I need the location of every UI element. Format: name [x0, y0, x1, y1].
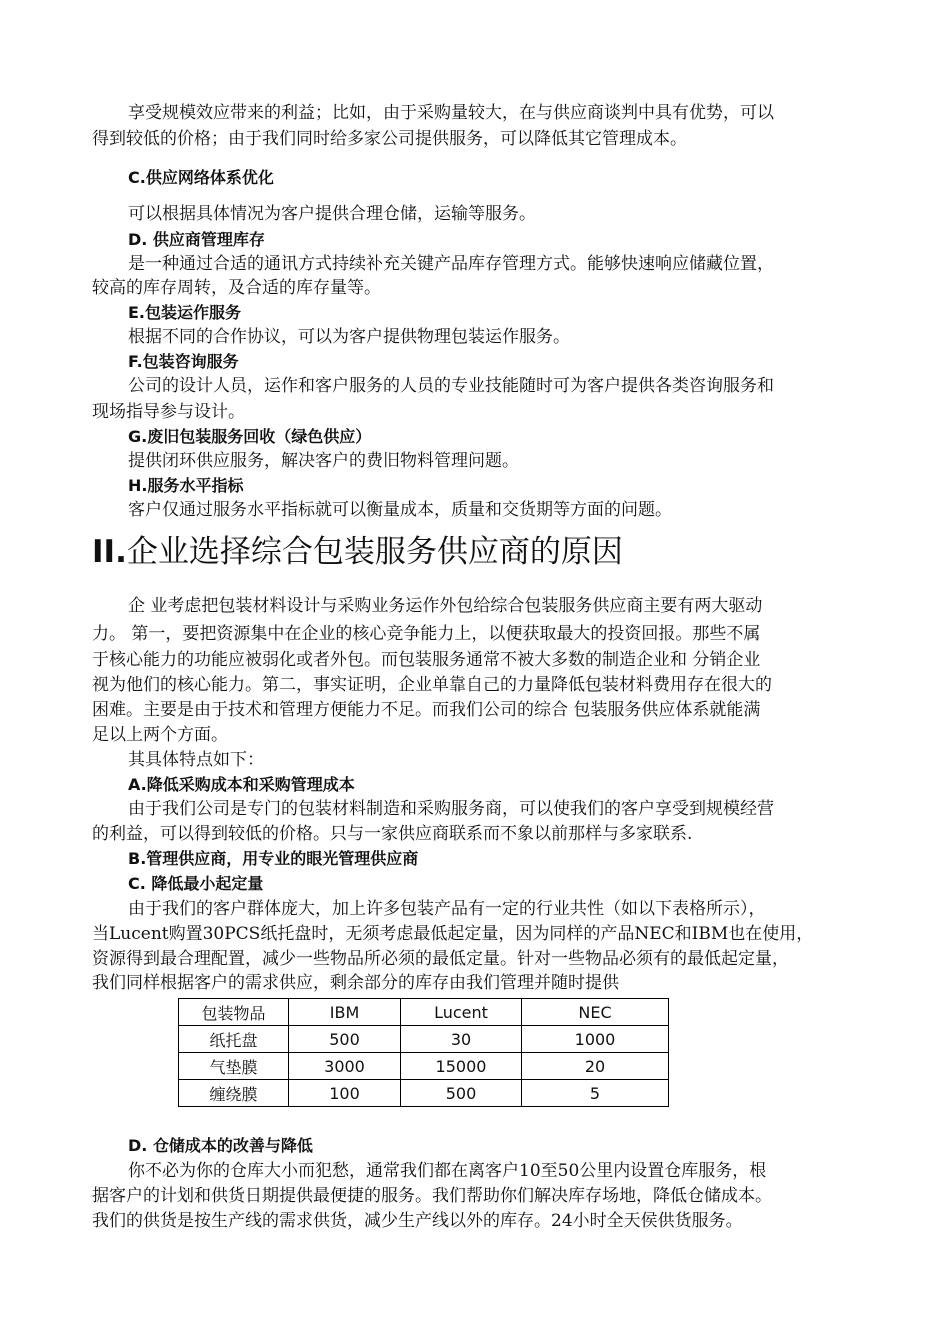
paragraph-line: 你不必为你的仓库大小而犯愁，通常我们都在离客户10至50公里内设置仓库服务，根: [128, 1161, 767, 1181]
paragraph-line: 由于我们的客户群体庞大，加上许多包装产品有一定的行业共性（如以下表格所示），: [128, 899, 766, 919]
paragraph-line: 力。 第一，要把资源集中在企业的核心竞争能力上，以便获取最大的投资回报。那些不属: [92, 624, 761, 644]
paragraph-line: 较高的库存周转，及合适的库存量等。: [92, 278, 381, 298]
heading-d: D. 供应商管理库存: [128, 230, 265, 249]
paragraph-line: 的利益，可以得到较低的价格。只与一家供应商联系而不象以前那样与多家联系.: [92, 824, 693, 844]
table-cell: 15000: [401, 1053, 522, 1080]
paragraph-line: 据客户的计划和供货日期提供最便捷的服务。我们帮助你们解决库存场地，降低仓储成本。: [92, 1186, 772, 1206]
moq-table: [178, 998, 669, 1107]
paragraph-line: 困难。主要是由于技术和管理方便能力不足。而我们公司的综合 包装服务供应体系就能满: [92, 700, 761, 720]
section-title: 企业选择综合包装服务供应商的原因: [126, 534, 623, 570]
table-cell: 500: [289, 1026, 401, 1053]
heading-g: G.废旧包装服务回收（绿色供应）: [128, 427, 372, 446]
section-number: II.: [92, 534, 127, 570]
paragraph-line: 资源得到最合理配置，减少一些物品所必须的最低定量。针对一些物品必须有的最低起定量，: [92, 949, 789, 969]
table-cell: 缠绕膜: [179, 1080, 289, 1107]
heading-f: F.包装咨询服务: [128, 352, 239, 371]
heading-a: A.降低采购成本和采购管理成本: [128, 775, 355, 794]
table-header-row: [179, 999, 669, 1026]
paragraph-line: 由于我们公司是专门的包装材料制造和采购服务商，可以使我们的客户享受到规模经营: [128, 799, 774, 819]
table-cell: 纸托盘: [179, 1026, 289, 1053]
heading-b: B.管理供应商，用专业的眼光管理供应商: [128, 849, 419, 868]
table-cell: 5: [522, 1080, 669, 1107]
paragraph-line: 提供闭环供应服务，解决客户的费旧物料管理问题。: [128, 451, 519, 471]
paragraph-line: 享受规模效应带来的利益；比如，由于采购量较大，在与供应商谈判中具有优势，可以: [128, 103, 774, 123]
paragraph-line: 现场指导参与设计。: [92, 402, 245, 422]
paragraph-line: 客户仅通过服务水平指标就可以衡量成本，质量和交货期等方面的问题。: [128, 500, 672, 520]
paragraph-line: 是一种通过合适的通讯方式持续补充关键产品库存管理方式。能够快速响应储藏位置，: [128, 254, 774, 274]
paragraph-line: 我们的供货是按生产线的需求供货，减少生产线以外的库存。24小时全天侯供货服务。: [92, 1211, 743, 1231]
table-cell: 1000: [522, 1026, 669, 1053]
heading-h: H.服务水平指标: [128, 476, 244, 495]
paragraph-line: 根据不同的合作协议，可以为客户提供物理包装运作服务。: [128, 327, 570, 347]
paragraph-line: 足以上两个方面。: [92, 725, 228, 745]
paragraph-line: 公司的设计人员，运作和客户服务的人员的专业技能随时可为客户提供各类咨询服务和: [128, 376, 774, 396]
paragraph-line: 我们同样根据客户的需求供应，剩余部分的库存由我们管理并随时提供: [92, 973, 619, 993]
table-row: [179, 1026, 669, 1053]
paragraph-line: 视为他们的核心能力。第二，事实证明，企业单靠自己的力量降低包装材料费用存在很大的: [92, 675, 772, 695]
table-header-cell: Lucent: [401, 999, 522, 1026]
table-header-cell: 包装物品: [179, 999, 289, 1026]
section-heading: [92, 532, 623, 572]
table-row: [179, 1053, 669, 1080]
table-cell: 气垫膜: [179, 1053, 289, 1080]
table-cell: 20: [522, 1053, 669, 1080]
table-row: [179, 1080, 669, 1107]
table-header-cell: IBM: [289, 999, 401, 1026]
heading-e: E.包装运作服务: [128, 303, 242, 322]
paragraph-line: 当Lucent购置30PCS纸托盘时，无须考虑最低起定量，因为同样的产品NEC和IBM也在使用，: [92, 924, 814, 944]
heading-c: C.供应网络体系优化: [128, 168, 274, 187]
paragraph-line: 其具体特点如下：: [128, 750, 264, 770]
paragraph-line: 可以根据具体情况为客户提供合理仓储，运输等服务。: [128, 204, 536, 224]
table-cell: 30: [401, 1026, 522, 1053]
heading-d2: D. 仓储成本的改善与降低: [128, 1136, 313, 1155]
paragraph-line: 于核心能力的功能应被弱化或者外包。而包装服务通常不被大多数的制造企业和 分销企业: [92, 650, 761, 670]
table-cell: 500: [401, 1080, 522, 1107]
table-header-cell: NEC: [522, 999, 669, 1026]
table-cell: 100: [289, 1080, 401, 1107]
table-cell: 3000: [289, 1053, 401, 1080]
paragraph-line: 企 业考虑把包装材料设计与采购业务运作外包给综合包装服务供应商主要有两大驱动: [128, 596, 763, 616]
paragraph-line: 得到较低的价格；由于我们同时给多家公司提供服务，可以降低其它管理成本。: [92, 129, 687, 149]
heading-c2: C. 降低最小起定量: [128, 874, 264, 893]
